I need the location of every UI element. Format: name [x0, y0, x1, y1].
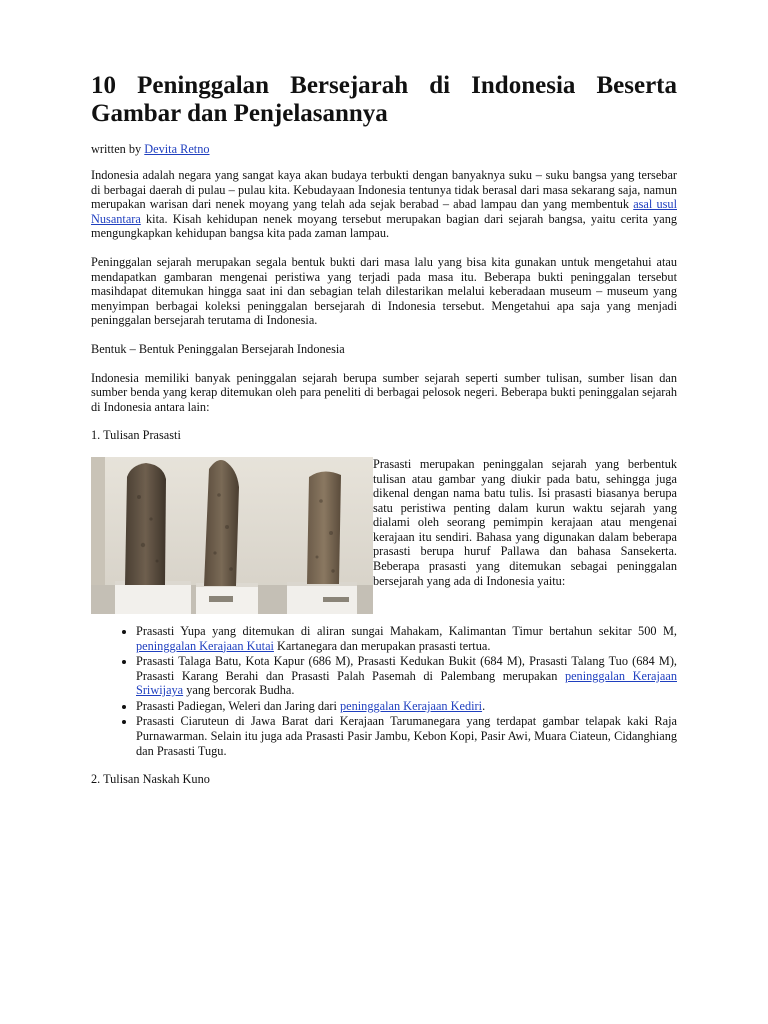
list-item-text: Prasasti Padiegan, Weleri dan Jaring dari	[136, 698, 341, 713]
article	[91, 72, 677, 787]
paragraph-text: kita. Kisah kehidupan nenek moyang tersebut merupakan bagian dari sejarah bangsa, yaitu cerita yang mengungkapkan kehidupan bangsa kita pada zaman lampau.	[91, 211, 677, 241]
list-item	[136, 699, 677, 714]
prasasti-photo	[91, 457, 373, 614]
list-item-text: Prasasti Ciaruteun di Jawa Barat dari Kerajaan Tarumanegara yang terdapat gambar telapak kaki Raja Purnawarman. Selain itu juga ada Prasasti Pasir Jambu, Kebon Kopi, Pasir Awi, Muara Ciateun, Cidanghiang dan Prasasti Tugu.	[136, 714, 677, 758]
list-item-text: .	[482, 698, 486, 713]
author-link[interactable]: Devita Retno	[144, 142, 210, 156]
list-item	[136, 654, 677, 698]
list-item	[136, 624, 677, 653]
kutai-link[interactable]: peninggalan Kerajaan Kutai	[136, 638, 274, 653]
paragraph-sumber: Indonesia memiliki banyak peninggalan sejarah berupa sumber sejarah seperti sumber tulisan, sumber lisan dan sumber benda yang kerap ditemukan oleh para peneliti di berbagai pelosok negeri. Beberapa bukti peninggalan sejarah di Indonesia antara lain:	[91, 370, 677, 414]
sriwijaya-link[interactable]: peninggalan Kerajaan Sriwijaya	[136, 668, 677, 698]
prasasti-list	[91, 624, 677, 758]
paragraph-text: Indonesia adalah negara yang sangat kaya akan budaya terbukti dengan banyaknya suku – suku bangsa yang tersebar di berbagai daerah di pulau – pulau kita. Kebudayaan Indonesia tentunya tidak berasal dari masa sekarang saja, namun merupakan warisan dari nenek moyang yang telah ada sejak berabad – abad lampau dan yang membentuk	[91, 168, 677, 212]
section-heading: Bentuk – Bentuk Peninggalan Bersejarah Indonesia	[91, 341, 345, 356]
byline-prefix: written by	[91, 142, 145, 156]
list-item-text: Prasasti Yupa yang ditemukan di aliran sungai Mahakam, Kalimantan Timur bertahun sekitar 500 M,	[136, 623, 677, 638]
asal-usul-link[interactable]: asal usul Nusantara	[91, 197, 677, 226]
list-item-text: Kartanegara dan merupakan prasasti tertua.	[273, 638, 491, 653]
list-item-text: Prasasti Talaga Batu, Kota Kapur (686 M), Prasasti Kedukan Bukit (684 M), Prasasti Talang Tuo (684 M), Prasasti Karang Berahi dan Prasasti Palah Pasemah di Palembang merupakan	[136, 654, 677, 683]
section-title-naskah: 2. Tulisan Naskah Kuno	[91, 772, 210, 787]
paragraph-intro	[91, 168, 677, 241]
kediri-link[interactable]: peninggalan Kerajaan Kediri	[340, 698, 483, 713]
paragraph-peninggalan: Peninggalan sejarah merupakan segala bentuk bukti dari masa lalu yang bisa kita gunakan untuk mengetahui atau mendapatkan gambaran mengenai peristiwa yang terjadi pada masa itu. Beberapa bukti peninggalan tersebut masihdapat ditemukan hingga saat ini dan sebagian telah dilestarikan melalui keberadaan museum – museum yang menyimpan berbagai koleksi peninggalan bersejarah di Indonesia tersebut. Mengetahui apa saja yang menjadi peninggalan bersejarah terutama di Indonesia.	[91, 254, 677, 328]
article-title: 10 Peninggalan Bersejarah di Indonesia Beserta Gambar dan Penjelasannya	[91, 72, 677, 127]
prasasti-section	[91, 457, 677, 614]
byline	[91, 142, 677, 156]
prasasti-stones-image	[91, 457, 373, 614]
section-title-prasasti: 1. Tulisan Prasasti	[91, 428, 181, 443]
paragraph-prasasti: Prasasti merupakan peninggalan sejarah yang berbentuk tulisan atau gambar yang diukir pada batu, sehingga juga dikenal dengan nama batu tulis. Isi prasasti biasanya berupa satu peristiwa penting dalam kurun waktu sejarah yang dialami oleh seorang pemimpin kerajaan atau mengenai kerajaan itu sendiri. Bahasa yang digunakan dalam beberapa prasasti berupa huruf Pallawa dan bahasa Sansekerta. Beberapa prasasti yang ditemukan sebagai peninggalan bersejarah yang ada di Indonesia yaitu:	[373, 456, 677, 588]
list-item	[136, 714, 677, 758]
list-item-text: yang bercorak Budha.	[183, 683, 295, 698]
